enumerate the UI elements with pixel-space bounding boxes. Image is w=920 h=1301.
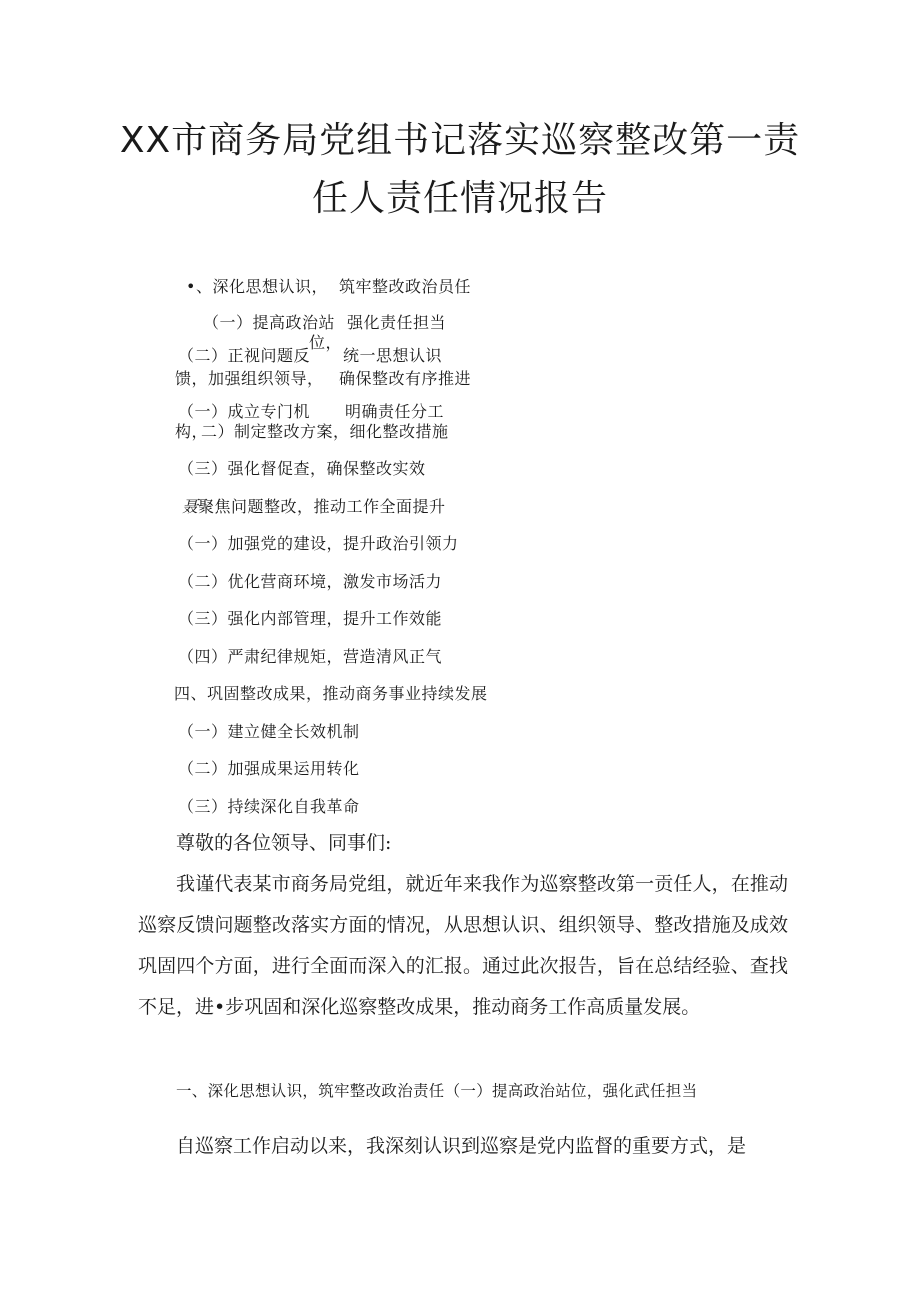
toc-section-1-item-1-fragment: 位， bbox=[309, 333, 343, 352]
toc-section-2-heading-a: 馈，加强组织领导， bbox=[175, 369, 324, 388]
section-1-paragraph: 自巡察工作启动以来，我深刻认识到巡察是党内监督的重要方式，是 bbox=[176, 1135, 747, 1157]
toc-section-2-item-1-a: （一）成立专门机 bbox=[178, 402, 311, 421]
toc-section-3-item-4: （四）严肃纪律规矩，营造清风正气 bbox=[178, 647, 443, 666]
toc-section-2-item-3: （三）强化督促查，确保整改实效 bbox=[178, 459, 426, 478]
toc-section-4-item-3: （三）持续深化自我革命 bbox=[178, 797, 360, 816]
toc-section-4-item-1: （一）建立健全长效机制 bbox=[178, 722, 360, 741]
opening-paragraph: 我谨代表某市商务局党组，就近年来我作为巡察整改第一贡任人，在推动巡察反馈问题整改落实方面的情况，从思想认识、组织领导、整改措施及成效巩固四个方面，进行全面而深入的汇报。通过此次报告，旨在总结经验、查找不足，进•步巩固和深化巡察整改成果，推动商务工作高质量发展。 bbox=[138, 873, 788, 1018]
toc-section-3-item-1: （一）加强党的建设，提升政治引领力 bbox=[178, 534, 459, 553]
toc-section-3-heading: 聚焦问题整改，推动工作全面提升 bbox=[198, 497, 446, 516]
toc-section-1-heading-a: •、深化思想认识， bbox=[186, 277, 328, 296]
toc-section-1-item-2-b: 统一思想认识 bbox=[343, 346, 443, 365]
toc-section-4-heading: 四、巩固整改成果，推动商务事业持续发展 bbox=[174, 684, 488, 703]
salutation: 尊敬的各位领导、同事们: bbox=[176, 832, 392, 854]
toc-section-1-item-1-b: 强化责任担当 bbox=[347, 313, 447, 332]
toc-section-1-heading-b: 筑牢整改政治员任 bbox=[339, 277, 472, 296]
toc-section-2-item-1-b: 明确责任分工 bbox=[345, 402, 445, 421]
toc-section-3-item-3: （三）强化内部管理，提升工作效能 bbox=[178, 609, 443, 628]
toc-section-2-item-2: 二）制定整改方案，细化整改措施 bbox=[201, 422, 449, 441]
toc-section-2-item-2-fragment: 构， bbox=[175, 422, 209, 441]
toc-section-3-item-2: （二）优化营商环境，激发市场活力 bbox=[178, 572, 443, 591]
toc-section-2-heading-b: 确保整改有序推进 bbox=[339, 369, 472, 388]
report-body-continued bbox=[138, 1126, 788, 1167]
title-line-2: 任人责任情况报告 bbox=[311, 178, 608, 219]
report-body bbox=[138, 823, 788, 1028]
toc-section-1-item-1-a: （一）提高政治站 bbox=[203, 313, 336, 332]
title-line-1: XX市商务局党组书记落实巡察整改第一责 bbox=[119, 120, 801, 161]
section-1-subheading: 一、深化思想认识，筑牢整改政治责任（一）提高政治站位，强化武任担当 bbox=[176, 1082, 698, 1100]
toc-section-1-item-2-a: （二）正视问题反 bbox=[178, 346, 311, 365]
toc-section-4-item-2: （二）加强成果运用转化 bbox=[178, 759, 360, 778]
toc-section-3-heading-fragment: 聂 bbox=[182, 497, 199, 516]
